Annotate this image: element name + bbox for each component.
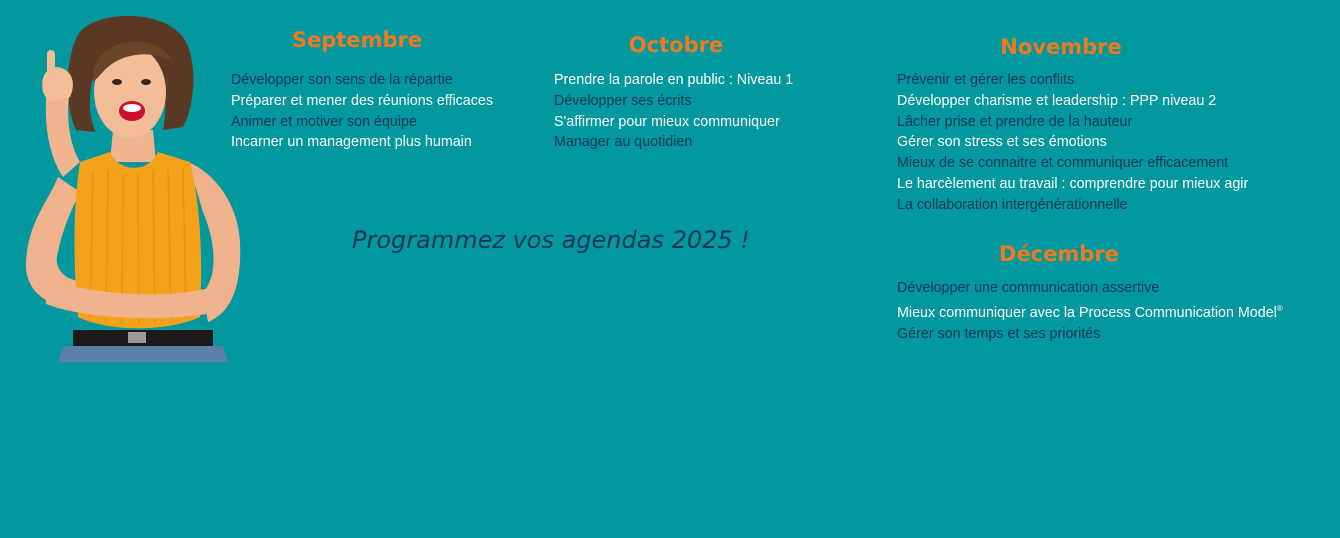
month-title-septembre: Septembre bbox=[291, 28, 423, 52]
course-item[interactable]: S'affirmer pour mieux communiquer bbox=[554, 113, 780, 130]
month-title-octobre: Octobre bbox=[628, 33, 724, 57]
course-item[interactable]: Lâcher prise et prendre de la hauteur bbox=[897, 113, 1133, 130]
course-item[interactable]: La collaboration intergénérationnelle bbox=[897, 196, 1128, 213]
course-list-novembre bbox=[897, 70, 1248, 216]
course-item[interactable]: Le harcèlement au travail : comprendre pour mieux agir bbox=[897, 175, 1249, 192]
tagline: Programmez vos agendas 2025 ! bbox=[352, 226, 750, 254]
course-item[interactable] bbox=[897, 299, 1283, 324]
course-item[interactable]: Gérer son stress et ses émotions bbox=[897, 134, 1107, 151]
month-title-novembre: Novembre bbox=[1000, 35, 1122, 59]
course-item[interactable]: Préparer et mener des réunions efficaces bbox=[231, 92, 493, 109]
course-item[interactable]: Développer ses écrits bbox=[554, 92, 692, 109]
course-item[interactable]: Incarner un management plus humain bbox=[231, 134, 472, 151]
course-list-octobre bbox=[554, 70, 793, 153]
course-item[interactable]: Prendre la parole en public : Niveau 1 bbox=[554, 72, 794, 88]
course-item[interactable]: Développer une communication assertive bbox=[897, 280, 1160, 296]
course-item[interactable]: Développer son sens de la répartie bbox=[231, 72, 453, 88]
course-item[interactable]: Mieux de se connaitre et communiquer efficacement bbox=[897, 155, 1229, 172]
course-item[interactable]: Gérer son temps et ses priorités bbox=[897, 325, 1101, 342]
registered-mark: ® bbox=[1276, 303, 1283, 313]
course-item[interactable]: Animer et motiver son équipe bbox=[231, 113, 417, 130]
month-title-decembre: Décembre bbox=[999, 242, 1119, 266]
course-item[interactable]: Développer charisme et leadership : PPP niveau 2 bbox=[897, 92, 1217, 109]
course-item[interactable]: Manager au quotidien bbox=[554, 134, 693, 151]
course-item[interactable]: Prévenir et gérer les conflits bbox=[897, 72, 1075, 88]
woman-pointing-photo bbox=[18, 12, 248, 362]
course-list-decembre bbox=[897, 278, 1283, 344]
course-item-label: Mieux communiquer avec la Process Communication Model bbox=[897, 304, 1277, 321]
course-list-septembre bbox=[231, 70, 493, 153]
